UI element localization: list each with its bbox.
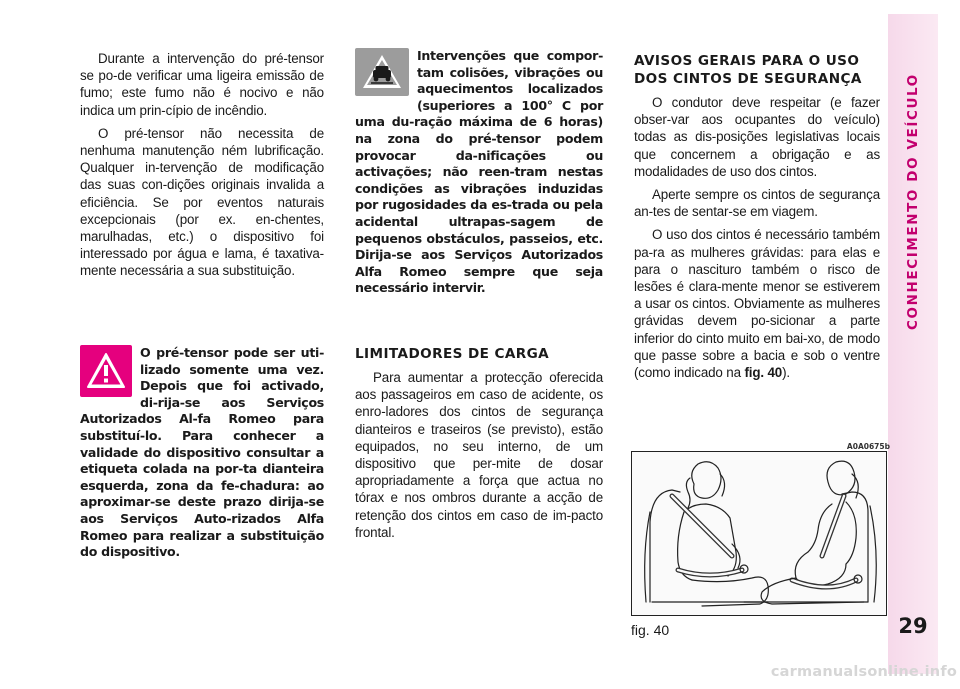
figure-caption: fig. 40 (631, 622, 670, 638)
caution-box (355, 48, 603, 297)
paragraph-gravidas (634, 226, 880, 381)
caution-text: Intervenções que compor-tam colisões, vibrações ou aquecimentos localizados (superiores a 100° C por uma du-ração máxima de 6 horas) na zona do pré-tensor podem provocar da-nificações ou activações; não reen-tram nestas condições as vibrações induzidas por rugosidades da es-trada ou pela acidental ultrapas-sagem de pequenos obstáculos, passeios, etc. Dirija-se aos Serviços Autorizados Alfa Romeo sempre que seja necessário intervir. (355, 48, 603, 296)
gravidas-text: O uso dos cintos é necessário também pa-ra as mulheres grávidas: para elas e para o nascituro também o risco de lesões é clara-mente menor se estiverem a usar os cintos. Obviamente as mulheres grávidas devem po-sicionar a parte inferior do cinto muito em bai-xo, de modo que passe sobre a bacia e sob o ventre (como indicado na (634, 227, 880, 381)
seatbelt-drawing (632, 452, 886, 615)
page-number: 29 (898, 614, 928, 638)
limitadores-section (355, 345, 603, 547)
paragraph-condutor: O condutor deve respeitar (e fazer obser-var aos ocupantes do veículo) todas as dis-posições legislativas locais que concernem a obrigação e as modalidades de uso dos cintos. (634, 95, 880, 179)
column-3 (634, 52, 880, 387)
gravidas-end: ). (782, 365, 790, 381)
road-hazard-icon (355, 48, 409, 96)
limitadores-paragraph: Para aumentar a protecção oferecida aos passageiros em caso de acidente, os enro-ladores dos cintos de segurança dianteiros e traseiros (se previsto), estão equipados, no seu interno, de um dispositivo que per-mite de dosar apropriadamente a força que actua no tórax e nos ombros durante a acção de retenção dos cintos em caso de im-pacto frontal. (355, 370, 603, 540)
avisos-heading: AVISOS GERAIS PARA O USO DOS CINTOS DE SEGURANÇA (634, 53, 862, 87)
fig-reference[interactable]: fig. 40 (744, 365, 783, 381)
paragraph-aperte: Aperte sempre os cintos de segurança an-tes de sentar-se em viagem. (634, 187, 880, 220)
section-title: CONHECIMENTO DO VEÍCULO (905, 73, 921, 330)
warning-triangle-icon (80, 345, 132, 397)
column-1 (80, 50, 324, 286)
seatbelt-illustration (631, 451, 887, 616)
paragraph-manutencao: O pré-tensor não necessita de nenhuma manutenção ném lubrificação. Qualquer in-tervenção de modificação das suas con-dições originais invalida a eficiência. Se por eventos naturais excepcionais (por ex. en-chentes, marulhadas, etc.) o dispositivo foi interessado por água e lama, é taxativa-mente necessária a sua substituição. (80, 125, 324, 279)
limitadores-heading: LIMITADORES DE CARGA (355, 346, 550, 362)
figure-code: A0A0675b (846, 442, 890, 451)
watermark: carmanualsonline.info (770, 664, 957, 680)
warning-text: O pré-tensor pode ser uti-lizado somente uma vez. Depois que foi activado, di-rija-se aos Serviços Autorizados Al-fa Romeo para substituí-lo. Para conhecer a validade do dispositivo consultar a etiqueta colada na por-ta dianteira esquerda, zona da fe-chadura: ao aproximar-se deste prazo dirija-se aos Serviços Auto-rizados Alfa Romeo para realizar a substituição do dispositivo. (80, 345, 324, 560)
warning-box (80, 345, 324, 561)
paragraph-fumo: Durante a intervenção do pré-tensor se po-de verificar uma ligeira emissão de fumo; este fumo não é nocivo e não indica um prin-cípio de incêndio. (80, 51, 324, 118)
